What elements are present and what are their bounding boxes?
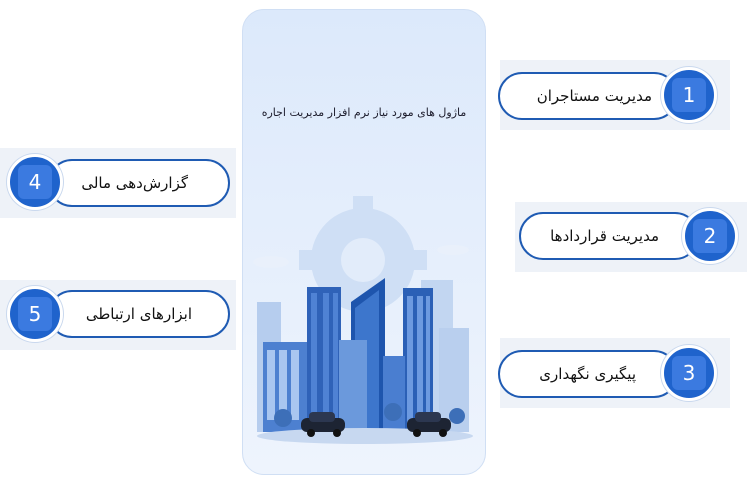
- badge-number: 1: [682, 83, 696, 107]
- badge-number: 2: [703, 224, 717, 248]
- module-communication-tools: [48, 290, 230, 338]
- panel-title: ماژول های مورد نیاز نرم افزار مدیریت اجاره: [261, 106, 467, 119]
- badge-number: 5: [28, 302, 42, 326]
- module-label: ابزارهای ارتباطی: [85, 305, 192, 323]
- module-number-badge: [682, 208, 738, 264]
- module-label: مدیریت قراردادها: [550, 227, 659, 245]
- badge-number: 3: [682, 361, 696, 385]
- module-financial-reporting: [48, 159, 230, 207]
- module-maintenance-tracking: [498, 350, 678, 398]
- module-label: مدیریت مستاجران: [536, 87, 652, 105]
- module-label: گزارش‌دهی مالی: [81, 174, 188, 192]
- city-illustration: [243, 190, 487, 460]
- module-number-badge: [661, 345, 717, 401]
- badge-number: 4: [28, 170, 42, 194]
- module-number-badge: [7, 286, 63, 342]
- module-number-badge: [7, 154, 63, 210]
- module-label: پیگیری نگهداری: [539, 365, 636, 383]
- module-contract-management: [519, 212, 699, 260]
- central-panel: [242, 9, 486, 475]
- module-number-badge: [661, 67, 717, 123]
- module-tenant-management: [498, 72, 678, 120]
